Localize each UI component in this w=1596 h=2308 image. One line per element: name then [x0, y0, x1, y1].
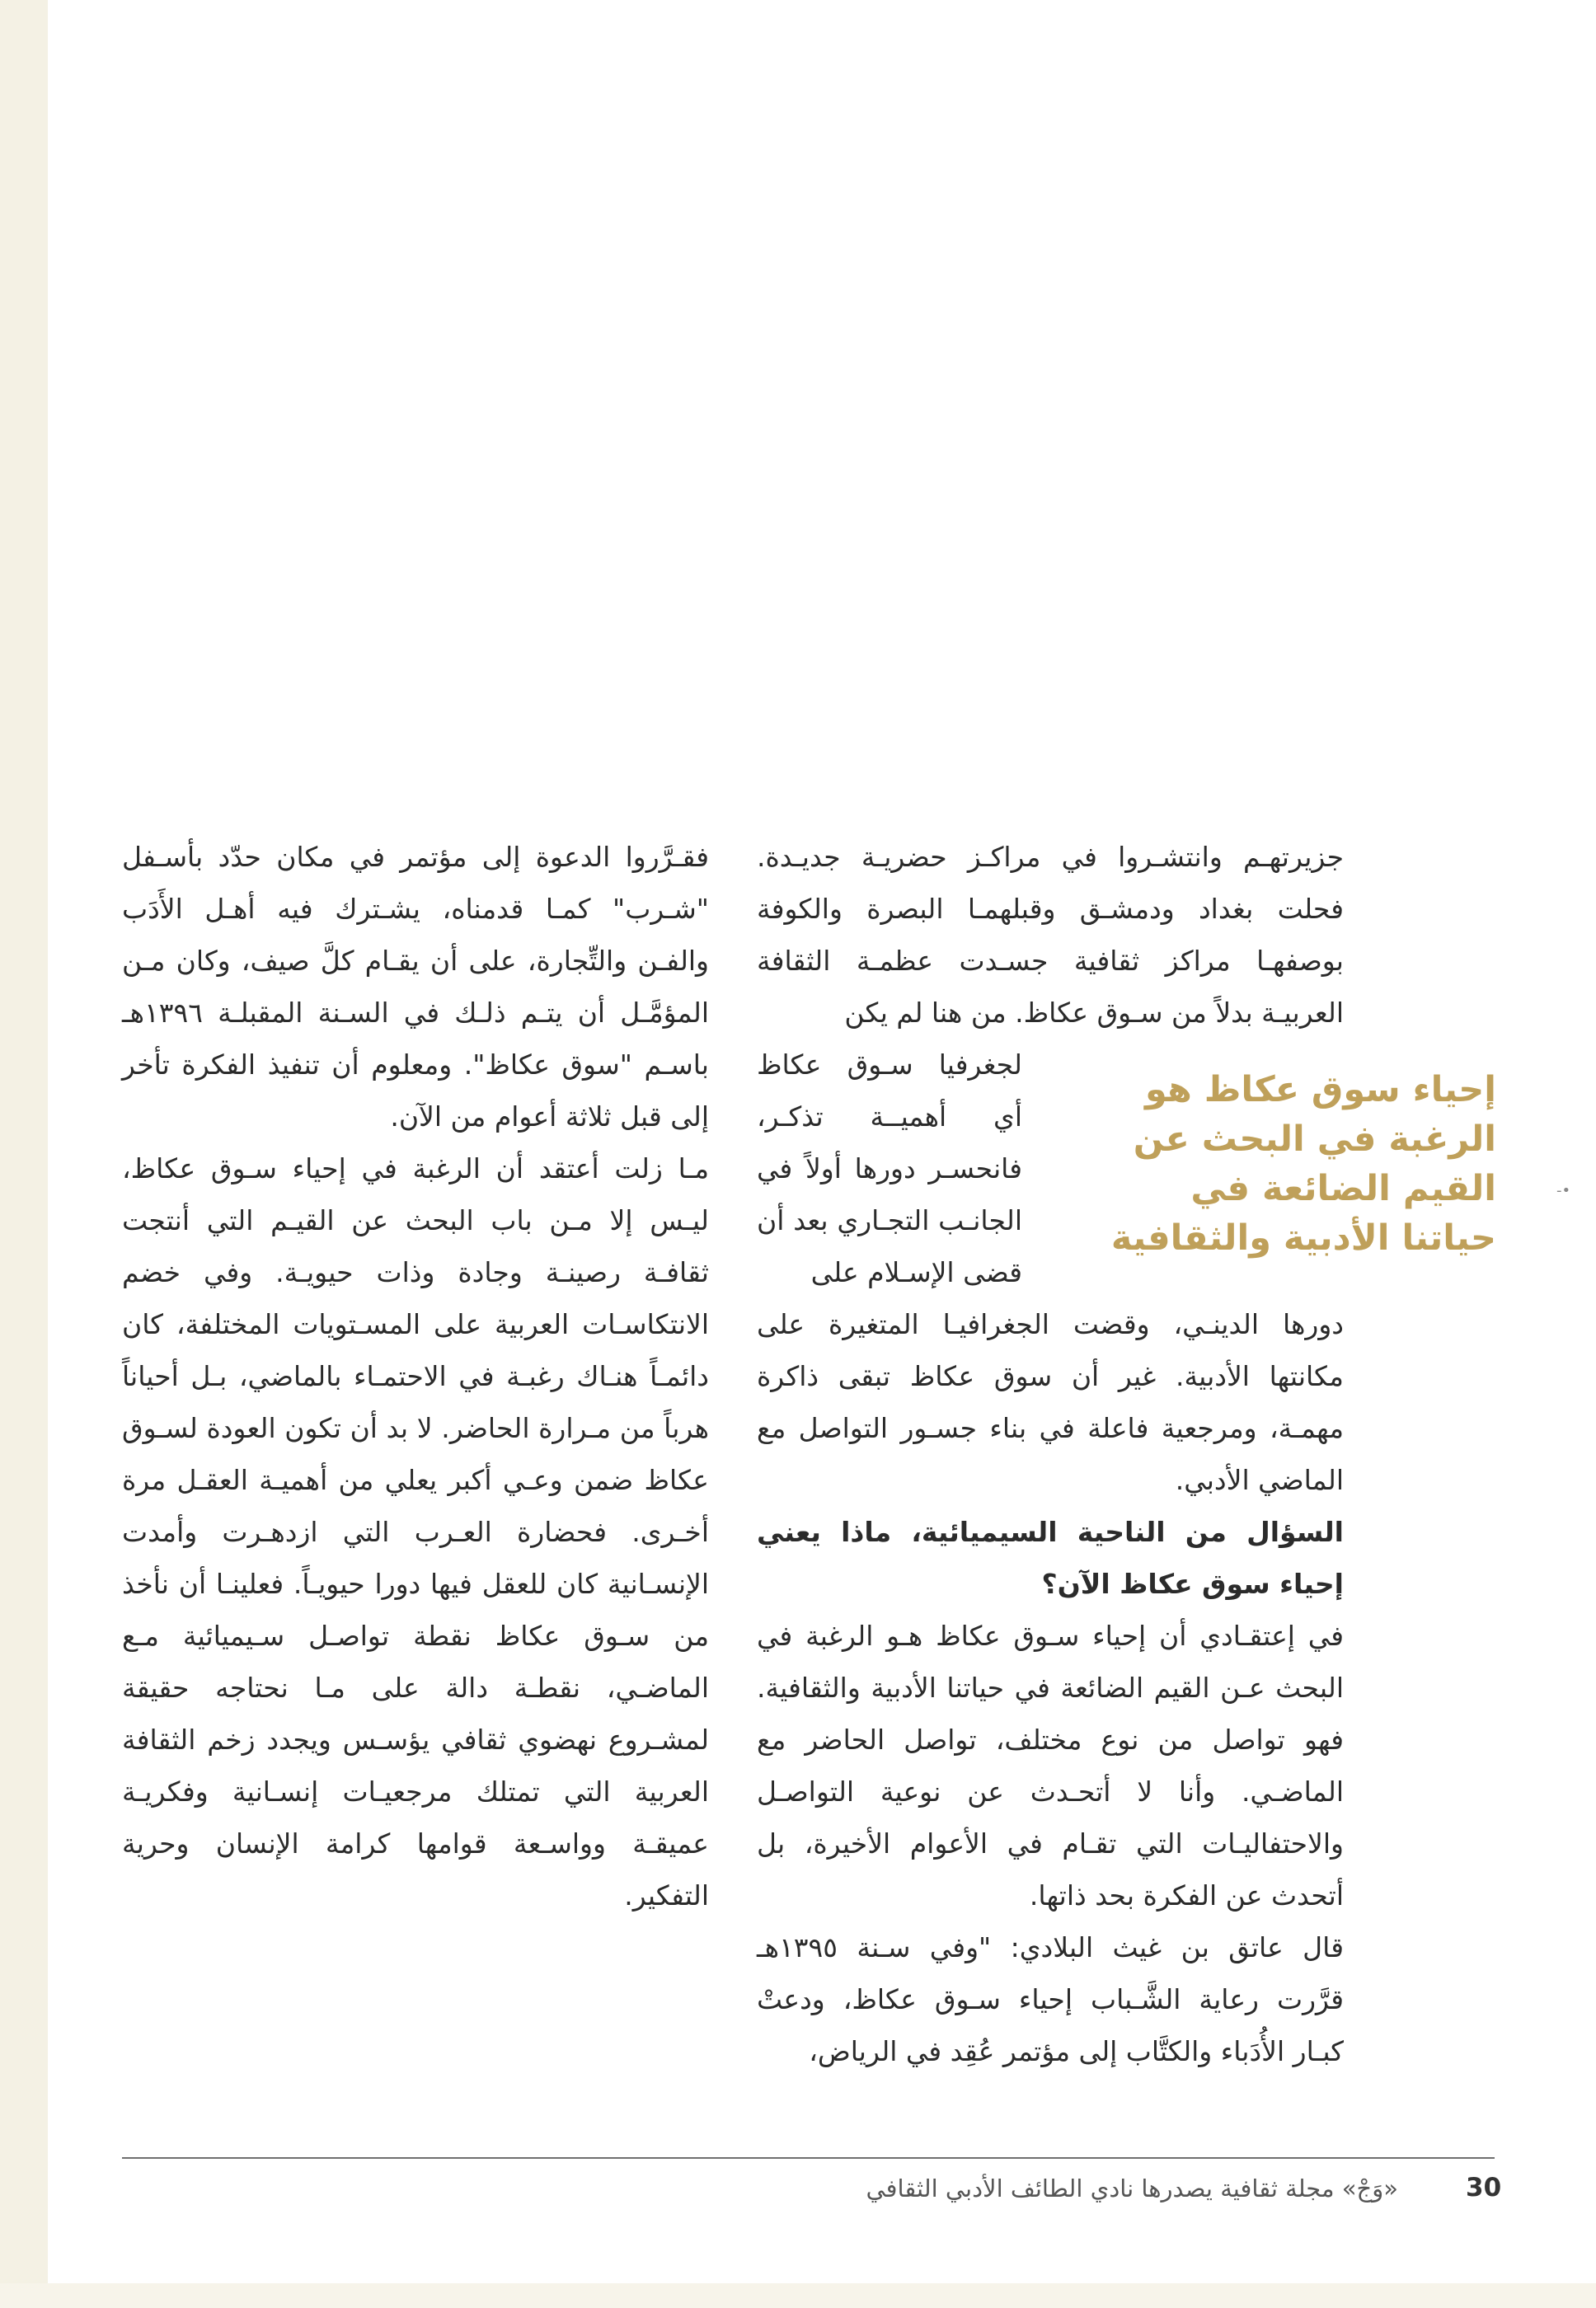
paragraph-quote: قال عاتق بن غيث البلادي: "وفي سـنة ١٣٩٥هـ قرَّرت رعاية الشَّـباب إحياء سـوق عكاظ، ودعتْ كبـار الأُدَباء والكتَّاب إلى مؤتمر عُقِد في الرياض،: [757, 1931, 1344, 2067]
paragraph-intro: جزيرتهـم وانتشـروا في مراكـز حضريـة جديـدة. فحلت بغداد ودمشـق وقبلهمـا البصرة والكوفة بوصفهـا مراكز ثقافية جسـدت عظمـة الثقافة العربيـة بدلاً من سـوق عكاظ. من هنا لم يكن: [757, 841, 1344, 1029]
question-heading: السؤال من الناحية السيميائية، ماذا يعني إحياء سوق عكاظ الآن؟: [757, 1516, 1344, 1600]
paragraph-revival: مـا زلت أعتقد أن الرغبة في إحياء سـوق عكاظ، ليـس إلا مـن باب البحث عن القيـم التي أنتجت ثقافـة رصينـة وجادة وذات حيويـة. وفي خضم الانتكاسـات العربية على المسـتويات المختلفة، كان دائمـاً هنـاك رغبـة في الاحتمـاء بالماضي، بـل أحياناً هرباً من مـرارة الحاضر. لا بد أن تكون العودة لسـوق عكاظ ضمن وعـي أكبر يعلي من أهميـة العقـل مرة أخـرى. فحضارة العـرب التي ازدهـرت وأمدت الإنسـانية كان للعقل فيها دورا حيويـاً. فعلينـا أن نأخذ من سـوق عكاظ نقطة تواصـل سـيميائية مـع الماضـي، نقطـة دالة على مـا نحتاجه حقيقة لمشـروع نهضوي ثقافي يؤسـس ويجدد زخم الثقافة العربية التي تمتلك مرجعيـات إنسـانية وفكريـة عميقـة وواسـعة قوامها كرامة الإنسان وحرية التفكير.: [122, 1152, 709, 1912]
margin-mark-icon: •-: [1556, 1182, 1571, 1199]
article-column-right: [757, 831, 1344, 2077]
footer-publication: «وَجْ» مجلة ثقافية يصدرها نادي الطائف الأدبي الثقافي: [866, 2174, 1398, 2202]
bottom-margin-strip: [0, 2283, 1596, 2308]
side-margin-strip: [0, 0, 48, 2308]
article-column-left: [122, 831, 709, 1921]
paragraph-continuation: دورها الدينـي، وقضت الجغرافيـا المتغيرة على مكانتها الأدبية. غير أن سوق عكاظ تبقى ذاكرة مهمـة، ومرجعية فاعلة في بناء جسـور التواصل مع الماضي الأدبي.: [757, 1308, 1344, 1496]
pull-quote: إحياء سوق عكاظ هو الرغبة في البحث عن القيم الضائعة في حياتنا الأدبية والثقافية: [1110, 1069, 1496, 1259]
paragraph-wrapped: لجغرفيا سـوق عكاظ أي أهميــة تذكـر، فانحسـر دورها أولاً في الجانـب التجـاري بعد أن قضى الإسـلام على: [757, 1048, 1022, 1288]
page-number: 30: [1466, 2173, 1502, 2202]
paragraph-conference: فقـرَّروا الدعوة إلى مؤتمر في مكان حدّد بأسـفل "شـرب" كمـا قدمناه، يشـترك فيه أهـل الأَدَب والفـن والتِّجارة، على أن يقـام كلَّ صيف، وكان مـن المؤمَّـل أن يتـم ذلـك في السـنة المقبلـة ١٣٩٦هـ باسـم "سوق عكاظ". ومعلوم أن تنفيذ الفكرة تأخر إلى قبل ثلاثة أعوام من الآن.: [122, 841, 709, 1133]
footer-divider: [122, 2157, 1495, 2159]
paragraph-answer: في إعتقـادي أن إحياء سـوق عكاظ هـو الرغبة في البحث عـن القيم الضائعة في حياتنا الأدبية والثقافية. فهو تواصل من نوع مختلف، تواصل الحاضر مع الماضـي. وأنا لا أتحـدث عن نوعية التواصـل والاحتفاليـات التي تقـام في الأعوام الأخيرة، بل أتحدث عن الفكرة بحد ذاتها.: [757, 1620, 1344, 1912]
